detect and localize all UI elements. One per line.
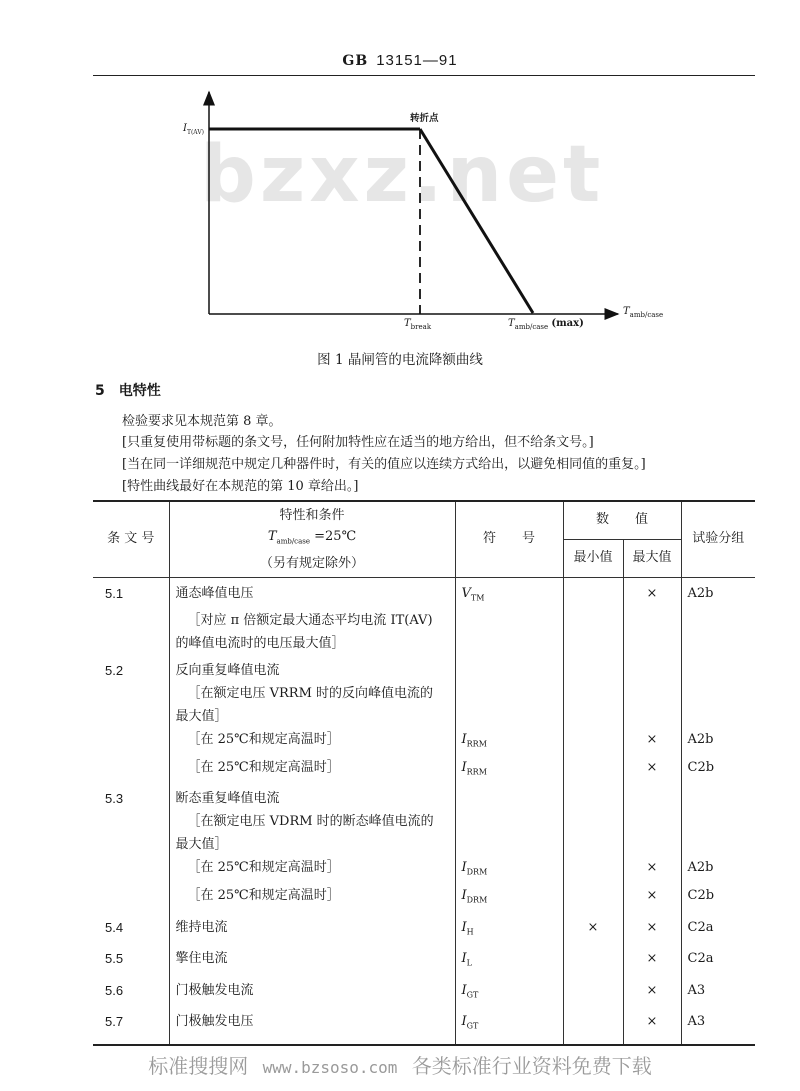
table-row	[93, 810, 755, 833]
group-cell: A3	[681, 1006, 755, 1045]
max-cell: ×	[623, 728, 681, 756]
characteristic-cell: 维持电流	[169, 912, 455, 944]
document-code	[0, 52, 800, 69]
t-symbol: T	[267, 529, 277, 544]
section-number: 5	[95, 383, 105, 399]
symbol-main: I	[461, 732, 467, 748]
characteristic-cell: 擎住电流	[169, 943, 455, 975]
header-values: 数 值	[563, 501, 681, 539]
min-cell	[563, 655, 623, 682]
max-cell	[623, 682, 681, 705]
characteristic-cell: 门极触发电流	[169, 975, 455, 1007]
x-label-sub: amb/case	[629, 311, 664, 319]
clause-cell	[93, 632, 169, 655]
symbol-main: I	[461, 759, 467, 775]
paragraph-3: [当在同一详细规范中规定几种器件时，有关的值应以连续方式给出，以避免相同值的重复。]	[122, 457, 646, 472]
tmax-main: T	[508, 318, 515, 329]
symbol-cell	[455, 655, 563, 682]
min-cell	[563, 728, 623, 756]
max-cell: ×	[623, 912, 681, 944]
group-cell: A2b	[681, 728, 755, 756]
group-cell: A2b	[681, 577, 755, 609]
symbol-sub: GT	[466, 990, 479, 1000]
clause-cell: 5.3	[93, 783, 169, 810]
clause-cell	[93, 833, 169, 856]
symbol-cell	[455, 632, 563, 655]
symbol-main: I	[461, 919, 467, 935]
x-tick-tbreak	[404, 318, 431, 331]
min-cell: ×	[563, 912, 623, 944]
t-value: =25℃	[310, 529, 357, 544]
y-label-main: I	[183, 123, 187, 134]
x-axis-label	[623, 306, 663, 319]
symbol-cell	[455, 756, 563, 784]
group-cell: A2b	[681, 856, 755, 884]
table-row	[93, 912, 755, 944]
paragraph-1: 检验要求见本规范第 8 章。	[122, 414, 282, 429]
clause-cell: 5.1	[93, 577, 169, 609]
y-label-sub: T(AV)	[186, 129, 205, 136]
clause-cell	[93, 705, 169, 728]
header-symbol: 符 号	[455, 501, 563, 577]
standard-prefix: GB	[342, 53, 369, 69]
max-cell	[623, 655, 681, 682]
characteristic-cell: ［在额定电压 VDRM 时的断态峰值电流的	[169, 810, 455, 833]
characteristic-cell: ［在 25℃和规定高温时］	[169, 728, 455, 756]
symbol-sub: L	[466, 958, 472, 968]
tbreak-sub: break	[410, 323, 432, 331]
table-row	[93, 884, 755, 912]
symbol-main: I	[461, 951, 467, 967]
standard-number: 13151—91	[376, 52, 458, 69]
clause-cell: 5.2	[93, 655, 169, 682]
table-row	[93, 577, 755, 609]
characteristic-cell: 门极触发电压	[169, 1006, 455, 1045]
group-cell	[681, 833, 755, 856]
symbol-cell	[455, 728, 563, 756]
footer-slogan: 各类标准行业资料免费下载	[411, 1054, 652, 1078]
clause-cell: 5.4	[93, 912, 169, 944]
clause-cell	[93, 810, 169, 833]
symbol-main: I	[461, 1014, 467, 1030]
characteristic-cell: ［在额定电压 VRRM 时的反向峰值电流的	[169, 682, 455, 705]
symbol-sub: DRM	[466, 867, 488, 877]
symbol-cell	[455, 975, 563, 1007]
x-label-main: T	[623, 306, 630, 317]
header-max: 最大值	[623, 539, 681, 577]
symbol-main: I	[461, 982, 467, 998]
group-cell	[681, 783, 755, 810]
symbol-cell	[455, 912, 563, 944]
clause-cell	[93, 728, 169, 756]
symbol-main: V	[461, 585, 471, 601]
clause-cell	[93, 756, 169, 784]
electrical-characteristics-table	[93, 500, 755, 1046]
table-row	[93, 856, 755, 884]
group-cell	[681, 705, 755, 728]
header-char-line2	[170, 526, 455, 553]
max-cell: ×	[623, 884, 681, 912]
group-cell: C2b	[681, 756, 755, 784]
symbol-sub: GT	[466, 1021, 479, 1031]
group-cell: A3	[681, 975, 755, 1007]
tmax-sub: amb/case	[514, 323, 549, 331]
footer-banner	[0, 1050, 800, 1079]
max-cell: ×	[623, 856, 681, 884]
symbol-sub: DRM	[466, 895, 488, 905]
x-tick-tmax	[508, 318, 584, 331]
table-row	[93, 632, 755, 655]
header-test-group: 试验分组	[681, 501, 755, 577]
clause-cell	[93, 609, 169, 632]
symbol-sub: RRM	[466, 767, 487, 777]
min-cell	[563, 783, 623, 810]
min-cell	[563, 609, 623, 632]
group-cell: C2a	[681, 912, 755, 944]
table-row	[93, 728, 755, 756]
min-cell	[563, 884, 623, 912]
symbol-cell	[455, 609, 563, 632]
max-cell	[623, 833, 681, 856]
characteristic-cell: ［在 25℃和规定高温时］	[169, 856, 455, 884]
section-heading	[95, 380, 175, 400]
min-cell	[563, 1006, 623, 1045]
group-cell	[681, 609, 755, 632]
table-row	[93, 833, 755, 856]
footer-site-name: 标准搜搜网	[148, 1054, 249, 1078]
min-cell	[563, 975, 623, 1007]
max-cell: ×	[623, 577, 681, 609]
symbol-cell	[455, 1006, 563, 1045]
clause-cell: 5.7	[93, 1006, 169, 1045]
section-title: 电特性	[118, 383, 161, 399]
symbol-cell	[455, 783, 563, 810]
curve-derating-slope	[420, 129, 533, 313]
characteristic-cell: 最大值］	[169, 705, 455, 728]
group-cell	[681, 655, 755, 682]
max-cell: ×	[623, 975, 681, 1007]
group-cell: C2a	[681, 943, 755, 975]
symbol-sub: TM	[470, 593, 485, 603]
header-characteristic	[169, 501, 455, 577]
symbol-cell	[455, 833, 563, 856]
table-row	[93, 975, 755, 1007]
characteristic-cell: 断态重复峰值电流	[169, 783, 455, 810]
knee-point-label: 转折点	[410, 113, 439, 124]
symbol-sub: H	[466, 927, 474, 937]
symbol-sub: RRM	[466, 739, 487, 749]
paragraph-2: [只重复使用带标题的条文号，任何附加特性应在适当的地方给出，但不给条文号。]	[122, 435, 594, 450]
clause-cell: 5.6	[93, 975, 169, 1007]
table-row	[93, 783, 755, 810]
header-clause: 条 文 号	[93, 501, 169, 577]
table-row	[93, 682, 755, 705]
symbol-main: I	[461, 887, 467, 903]
watermark: bzxz.net	[200, 130, 605, 220]
min-cell	[563, 833, 623, 856]
header-char-line3: （另有规定除外）	[259, 555, 364, 571]
header-min: 最小值	[563, 539, 623, 577]
min-cell	[563, 682, 623, 705]
min-cell	[563, 856, 623, 884]
max-cell: ×	[623, 1006, 681, 1045]
max-cell	[623, 609, 681, 632]
tbreak-main: T	[404, 318, 411, 329]
header-rule	[93, 75, 755, 76]
max-cell: ×	[623, 943, 681, 975]
min-cell	[563, 632, 623, 655]
characteristic-cell: ［在 25℃和规定高温时］	[169, 884, 455, 912]
figure-caption: 图 1 晶闸管的电流降额曲线	[317, 352, 483, 368]
derating-curve-chart	[0, 80, 800, 340]
symbol-main: I	[461, 860, 467, 876]
characteristic-cell: 通态峰值电压	[169, 577, 455, 609]
table-row	[93, 943, 755, 975]
characteristic-cell: ［在 25℃和规定高温时］	[169, 756, 455, 784]
table-row	[93, 705, 755, 728]
clause-cell: 5.5	[93, 943, 169, 975]
group-cell: C2b	[681, 884, 755, 912]
header-char-line1: 特性和条件	[279, 508, 345, 523]
min-cell	[563, 943, 623, 975]
characteristic-cell: 最大值］	[169, 833, 455, 856]
max-cell: ×	[623, 756, 681, 784]
group-cell	[681, 682, 755, 705]
symbol-cell	[455, 856, 563, 884]
min-cell	[563, 577, 623, 609]
clause-cell	[93, 682, 169, 705]
min-cell	[563, 705, 623, 728]
symbol-cell	[455, 884, 563, 912]
group-cell	[681, 810, 755, 833]
table-row	[93, 609, 755, 632]
clause-cell	[93, 856, 169, 884]
table-row	[93, 1006, 755, 1045]
max-cell	[623, 783, 681, 810]
y-axis-label	[183, 123, 204, 136]
max-cell	[623, 632, 681, 655]
symbol-cell	[455, 577, 563, 609]
min-cell	[563, 810, 623, 833]
symbol-cell	[455, 682, 563, 705]
footer-url[interactable]: www.bzsoso.com	[262, 1058, 398, 1077]
max-cell	[623, 705, 681, 728]
symbol-cell	[455, 810, 563, 833]
max-cell	[623, 810, 681, 833]
characteristic-cell: 的峰值电流时的电压最大值］	[169, 632, 455, 655]
characteristic-cell: 反向重复峰值电流	[169, 655, 455, 682]
table-row	[93, 655, 755, 682]
symbol-cell	[455, 705, 563, 728]
symbol-cell	[455, 943, 563, 975]
tmax-suffix: (max)	[551, 318, 584, 329]
characteristic-cell: ［对应 π 倍额定最大通态平均电流 IT(AV)	[169, 609, 455, 632]
table-row	[93, 756, 755, 784]
clause-cell	[93, 884, 169, 912]
t-subscript: amb/case	[276, 537, 311, 546]
min-cell	[563, 756, 623, 784]
group-cell	[681, 632, 755, 655]
paragraph-4: [特性曲线最好在本规范的第 10 章给出。]	[122, 479, 359, 494]
